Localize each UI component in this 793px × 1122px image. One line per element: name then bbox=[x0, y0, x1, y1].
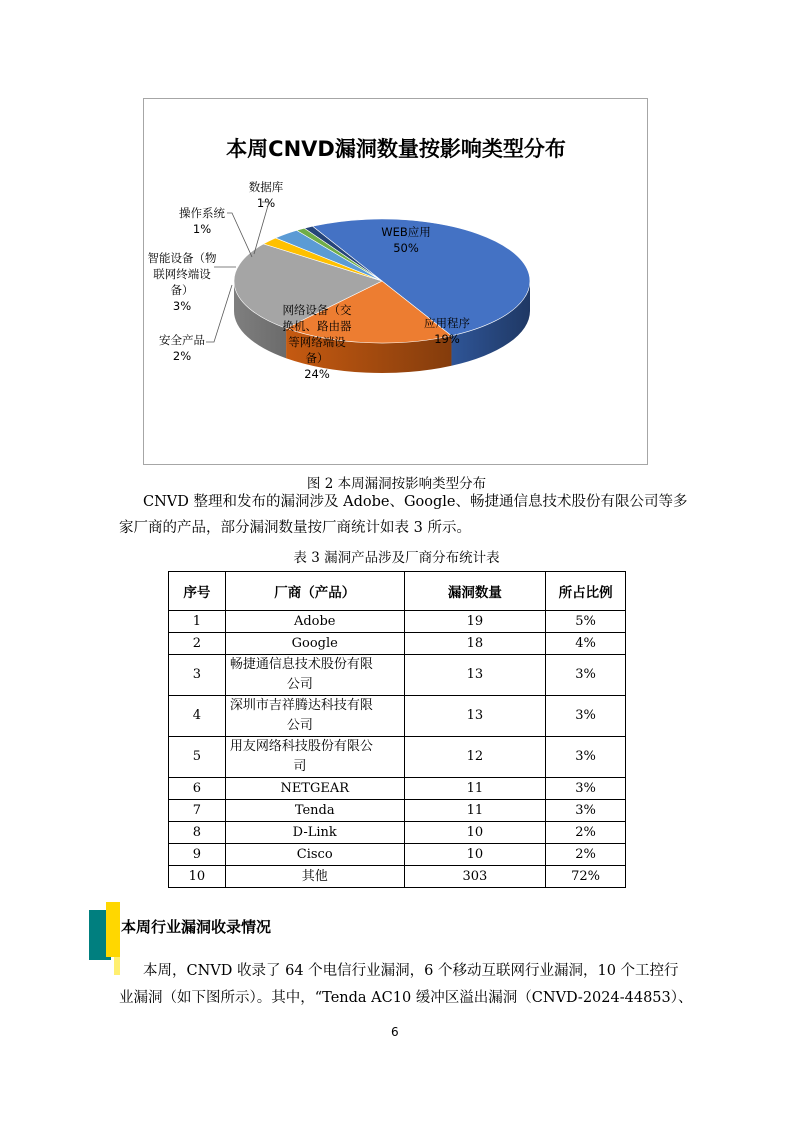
vendor-line-2: 司 bbox=[293, 759, 307, 774]
cell-no: 4 bbox=[169, 696, 226, 737]
pie-label-4-0: 智能设备（物 bbox=[147, 251, 217, 265]
cell-no: 2 bbox=[169, 633, 226, 655]
cell-no: 6 bbox=[169, 778, 226, 800]
pie-label-3-0: 安全产品 bbox=[159, 333, 205, 347]
figure-caption: 图 2 本周漏洞按影响类型分布 bbox=[306, 476, 487, 492]
cell-vendor bbox=[225, 800, 404, 822]
intro-line-2: 家厂商的产品，部分漏洞数量按厂商统计如表 3 所示。 bbox=[119, 520, 471, 536]
cell-count: 10 bbox=[404, 844, 546, 866]
chart-title: 本周CNVD漏洞数量按影响类型分布 bbox=[226, 137, 566, 161]
table-row bbox=[169, 696, 626, 737]
vendor-line-2: 公司 bbox=[286, 677, 313, 692]
pie-label-6-0: 数据库 bbox=[248, 180, 284, 194]
cell-count: 18 bbox=[404, 633, 546, 655]
table-row bbox=[169, 633, 626, 655]
section-marker-light bbox=[114, 957, 120, 975]
cell-vendor bbox=[225, 655, 404, 696]
vendor-line: 畅捷通信息技术股份有限 bbox=[229, 657, 373, 672]
table-row bbox=[169, 800, 626, 822]
pie-label-5-0: 操作系统 bbox=[179, 206, 225, 220]
pie-label-5-1: 1% bbox=[192, 222, 212, 236]
vendor-line: Cisco bbox=[296, 846, 333, 862]
header-vendor: 厂商（产品） bbox=[225, 572, 404, 611]
pie-chart-svg bbox=[144, 99, 649, 466]
pie-label-2-1: 换机、路由器 bbox=[282, 319, 352, 333]
pie-chart bbox=[143, 98, 648, 465]
pie-label-4-1: 联网终端设 bbox=[153, 267, 211, 281]
table-row bbox=[169, 822, 626, 844]
vendor-line: Tenda bbox=[294, 802, 335, 818]
table-row bbox=[169, 611, 626, 633]
pie-label-3-1: 2% bbox=[172, 349, 192, 363]
cell-count: 12 bbox=[404, 737, 546, 778]
table-row bbox=[169, 844, 626, 866]
pie-leader-line-3 bbox=[206, 285, 232, 342]
section-marker-yellow bbox=[106, 902, 120, 957]
table-row bbox=[169, 778, 626, 800]
table-caption: 表 3 漏洞产品涉及厂商分布统计表 bbox=[293, 550, 500, 566]
pie-label-2-2: 等网络端设 bbox=[288, 335, 346, 349]
pie-label-6-1: 1% bbox=[256, 196, 276, 210]
pie-label-0-0: WEB应用 bbox=[381, 225, 431, 239]
section-line-1: 本周，CNVD 收录了 64 个电信行业漏洞，6 个移动互联网行业漏洞，10 个工控行 bbox=[143, 963, 679, 979]
cell-vendor bbox=[225, 822, 404, 844]
vendor-line: NETGEAR bbox=[280, 780, 350, 796]
cell-ratio: 3% bbox=[546, 737, 626, 778]
cell-count: 11 bbox=[404, 800, 546, 822]
cell-vendor bbox=[225, 633, 404, 655]
pie-label-4-2: 备） bbox=[170, 283, 194, 297]
vendor-line: Adobe bbox=[293, 613, 336, 629]
cell-vendor bbox=[225, 611, 404, 633]
page-number: 6 bbox=[391, 1025, 399, 1039]
header-no: 序号 bbox=[169, 572, 226, 611]
vendor-line: Google bbox=[291, 635, 338, 651]
pie-leader-line-5 bbox=[227, 213, 252, 257]
vendor-line: 其他 bbox=[301, 868, 328, 884]
table-row bbox=[169, 655, 626, 696]
cell-count: 11 bbox=[404, 778, 546, 800]
pie-slices bbox=[234, 219, 530, 373]
pie-label-2-0: 网络设备（交 bbox=[282, 303, 352, 317]
pie-label-0-1: 50% bbox=[393, 241, 419, 255]
cell-ratio: 4% bbox=[546, 633, 626, 655]
vendor-line: 深圳市吉祥腾达科技有限 bbox=[229, 698, 373, 713]
pie-label-1-0: 应用程序 bbox=[424, 316, 470, 330]
pie-label-4-3: 3% bbox=[172, 299, 192, 313]
cell-count: 303 bbox=[404, 866, 546, 888]
cell-count: 13 bbox=[404, 696, 546, 737]
vendor-line-2: 公司 bbox=[286, 718, 313, 733]
header-ratio: 所占比例 bbox=[546, 572, 626, 611]
cell-vendor bbox=[225, 696, 404, 737]
vendor-line: D-Link bbox=[292, 824, 337, 840]
cell-count: 10 bbox=[404, 822, 546, 844]
cell-no: 3 bbox=[169, 655, 226, 696]
vendor-line: 用友网络科技股份有限公 bbox=[229, 739, 373, 754]
cell-no: 8 bbox=[169, 822, 226, 844]
cell-no: 10 bbox=[169, 866, 226, 888]
table-body bbox=[169, 611, 626, 888]
cell-ratio: 2% bbox=[546, 822, 626, 844]
cell-vendor bbox=[225, 866, 404, 888]
table-row bbox=[169, 866, 626, 888]
cell-ratio: 3% bbox=[546, 696, 626, 737]
cell-vendor bbox=[225, 737, 404, 778]
cell-ratio: 5% bbox=[546, 611, 626, 633]
pie-label-2-3: 备） bbox=[305, 351, 329, 365]
pie-label-2-4: 24% bbox=[304, 367, 330, 381]
section-line-2: 业漏洞（如下图所示）。其中，“Tenda AC10 缓冲区溢出漏洞（CNVD-2024-44853）、 bbox=[119, 990, 693, 1006]
cell-ratio: 72% bbox=[546, 866, 626, 888]
cell-count: 13 bbox=[404, 655, 546, 696]
table-header-row bbox=[169, 572, 626, 611]
cell-no: 7 bbox=[169, 800, 226, 822]
cell-vendor bbox=[225, 778, 404, 800]
vendor-table bbox=[168, 571, 626, 888]
section-title: 本周行业漏洞收录情况 bbox=[121, 918, 272, 936]
cell-ratio: 3% bbox=[546, 800, 626, 822]
pie-label-1-1: 19% bbox=[434, 332, 460, 346]
table-row bbox=[169, 737, 626, 778]
cell-ratio: 2% bbox=[546, 844, 626, 866]
header-count: 漏洞数量 bbox=[404, 572, 546, 611]
cell-no: 9 bbox=[169, 844, 226, 866]
cell-ratio: 3% bbox=[546, 778, 626, 800]
cell-no: 1 bbox=[169, 611, 226, 633]
cell-ratio: 3% bbox=[546, 655, 626, 696]
intro-line-1: CNVD 整理和发布的漏洞涉及 Adobe、Google、畅捷通信息技术股份有限公司等多 bbox=[143, 494, 688, 510]
cell-no: 5 bbox=[169, 737, 226, 778]
cell-count: 19 bbox=[404, 611, 546, 633]
cell-vendor bbox=[225, 844, 404, 866]
